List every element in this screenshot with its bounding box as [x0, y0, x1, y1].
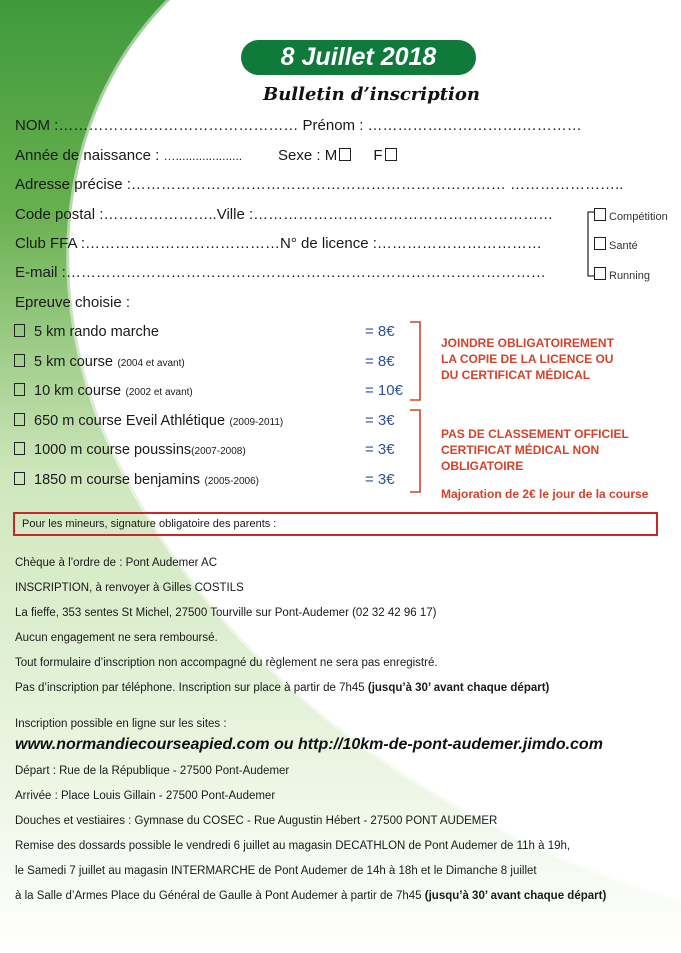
sexe-f-checkbox[interactable] [385, 148, 397, 161]
event-checkbox[interactable] [14, 442, 25, 455]
club-field[interactable]: ………………………………… [85, 235, 281, 252]
payment-line: Tout formulaire d’inscription non accompagné du règlement ne sera pas enregistré. [15, 657, 438, 669]
email-field[interactable]: …………………………………………………………………………………… [65, 264, 546, 281]
club-row [15, 235, 542, 252]
event-row[interactable] [14, 353, 185, 371]
event-row[interactable] [14, 382, 193, 400]
sexe-label: Sexe : M [278, 147, 338, 164]
registration-urls[interactable]: www.normandiecourseapied.com ou http://10km-de-pont-audemer.jimdo.com [15, 736, 603, 753]
event-name: 1000 m course poussins [34, 442, 192, 458]
dossards-line-3: à la Salle d’Armes Place du Général de Gaulle à Pont Audemer à partir de 7h45 (jusqu’à 30’ avant chaque départ) [15, 890, 607, 902]
event-detail: (2005-2006) [204, 476, 259, 487]
prenom-label: Prénom : [302, 117, 364, 134]
licence-note: JOINDRE OBLIGATOIREMENT LA COPIE DE LA LICENCE OU DU CERTIFICAT MÉDICAL [441, 336, 614, 382]
event-name: 10 km course [34, 383, 122, 399]
email-label: E-mail : [15, 264, 66, 281]
depart-line: Départ : Rue de la République - 27500 Pont-Audemer [15, 765, 290, 777]
dossards-line-1: Remise des dossards possible le vendredi 6 juillet au magasin DECATHLON de Pont Audemer de 11h à 19h, [15, 840, 571, 852]
naissance-field[interactable]: ….................... [163, 149, 243, 163]
event-price: = 3€ [365, 471, 395, 488]
sexe-f-label: F [373, 147, 383, 164]
event-name: 650 m course Eveil Athlétique [34, 413, 226, 429]
epreuve-heading: Epreuve choisie : [15, 294, 131, 311]
event-row[interactable] [14, 412, 283, 430]
refund-line: Aucun engagement ne sera remboursé. [15, 632, 218, 644]
club-label: Club FFA : [15, 235, 86, 252]
event-checkbox[interactable] [14, 383, 25, 396]
running-checkbox[interactable] [594, 267, 606, 280]
category-sante[interactable] [594, 237, 638, 252]
event-row[interactable] [14, 323, 159, 341]
category-running[interactable] [594, 267, 650, 282]
event-price: = 8€ [365, 353, 395, 370]
cp-row [15, 206, 553, 223]
online-line: Inscription possible en ligne sur les sites : [15, 718, 227, 730]
note-brackets [408, 320, 426, 495]
sante-label: Santé [609, 240, 638, 252]
signature-label: Pour les mineurs, signature obligatoire des parents : [22, 518, 277, 530]
ville-label: Ville : [216, 206, 254, 223]
nom-field[interactable]: ………………………………………… [58, 117, 299, 134]
sexe-m-checkbox[interactable] [339, 148, 351, 161]
event-name: 5 km course [34, 354, 113, 370]
majoration-note: Majoration de 2€ le jour de la course [441, 487, 649, 501]
event-price: = 10€ [365, 382, 403, 399]
inscription-line: INSCRIPTION, à renvoyer à Gilles COSTILS [15, 582, 244, 594]
naissance-label: Année de naissance : [15, 147, 160, 164]
event-row[interactable] [14, 471, 259, 489]
postal-address-line: La fieffe, 353 sentes St Michel, 27500 Tourville sur Pont-Audemer (02 32 42 96 17) [15, 607, 437, 619]
licence-label: N° de licence : [280, 235, 377, 252]
event-price: = 3€ [365, 441, 395, 458]
naissance-row [15, 147, 242, 164]
adresse-label: Adresse précise : [15, 176, 131, 193]
event-checkbox[interactable] [14, 472, 25, 485]
event-row[interactable] [14, 441, 246, 459]
event-detail: (2007-2008) [191, 446, 246, 457]
cp-field[interactable]: ………………….. [103, 206, 217, 223]
competition-checkbox[interactable] [594, 208, 606, 221]
douches-line: Douches et vestiaires : Gymnase du COSEC - Rue Augustin Hébert - 27500 PONT AUDEMER [15, 815, 498, 827]
nom-label: NOM : [15, 117, 59, 134]
adresse-row [15, 176, 623, 193]
cp-label: Code postal : [15, 206, 104, 223]
event-name: 1850 m course benjamins [34, 472, 201, 488]
event-detail: (2004 et avant) [117, 358, 185, 369]
event-checkbox[interactable] [14, 354, 25, 367]
adresse-field[interactable]: ………………………………………………………………… ………………….. [130, 176, 624, 193]
event-name: 5 km rando marche [34, 324, 159, 340]
classement-note: PAS DE CLASSEMENT OFFICIEL CERTIFICAT MÉDICAL NON OBLIGATOIRE [441, 427, 629, 473]
event-date-badge: 8 Juillet 2018 [241, 40, 476, 75]
event-checkbox[interactable] [14, 413, 25, 426]
arrivee-line: Arrivée : Place Louis Gillain - 27500 Pont-Audemer [15, 790, 276, 802]
event-price: = 3€ [365, 412, 395, 429]
sexe-row [278, 147, 397, 164]
prenom-field[interactable]: ………………………….………… [367, 117, 582, 134]
running-label: Running [609, 270, 650, 282]
cheque-line: Chèque à l’ordre de : Pont Audemer AC [15, 557, 218, 569]
competition-label: Compétition [609, 211, 668, 223]
phone-line: Pas d’inscription par téléphone. Inscription sur place à partir de 7h45 (jusqu’à 30’ avant chaque départ) [15, 682, 550, 694]
event-price: = 8€ [365, 323, 395, 340]
sante-checkbox[interactable] [594, 237, 606, 250]
event-checkbox[interactable] [14, 324, 25, 337]
category-competition[interactable] [594, 208, 668, 223]
licence-field[interactable]: …………………………… [376, 235, 542, 252]
dossards-line-2: le Samedi 7 juillet au magasin INTERMARCHE de Pont Audemer de 14h à 18h et le Dimanche 8 juillet [15, 865, 537, 877]
event-detail: (2009-2011) [229, 417, 284, 428]
form-title: Bulletin d’inscription [263, 84, 480, 105]
parent-signature-box[interactable] [13, 512, 658, 536]
nom-row [15, 117, 582, 134]
email-row [15, 264, 546, 281]
ville-field[interactable]: …………………………………………………… [253, 206, 554, 223]
event-detail: (2002 et avant) [125, 387, 193, 398]
